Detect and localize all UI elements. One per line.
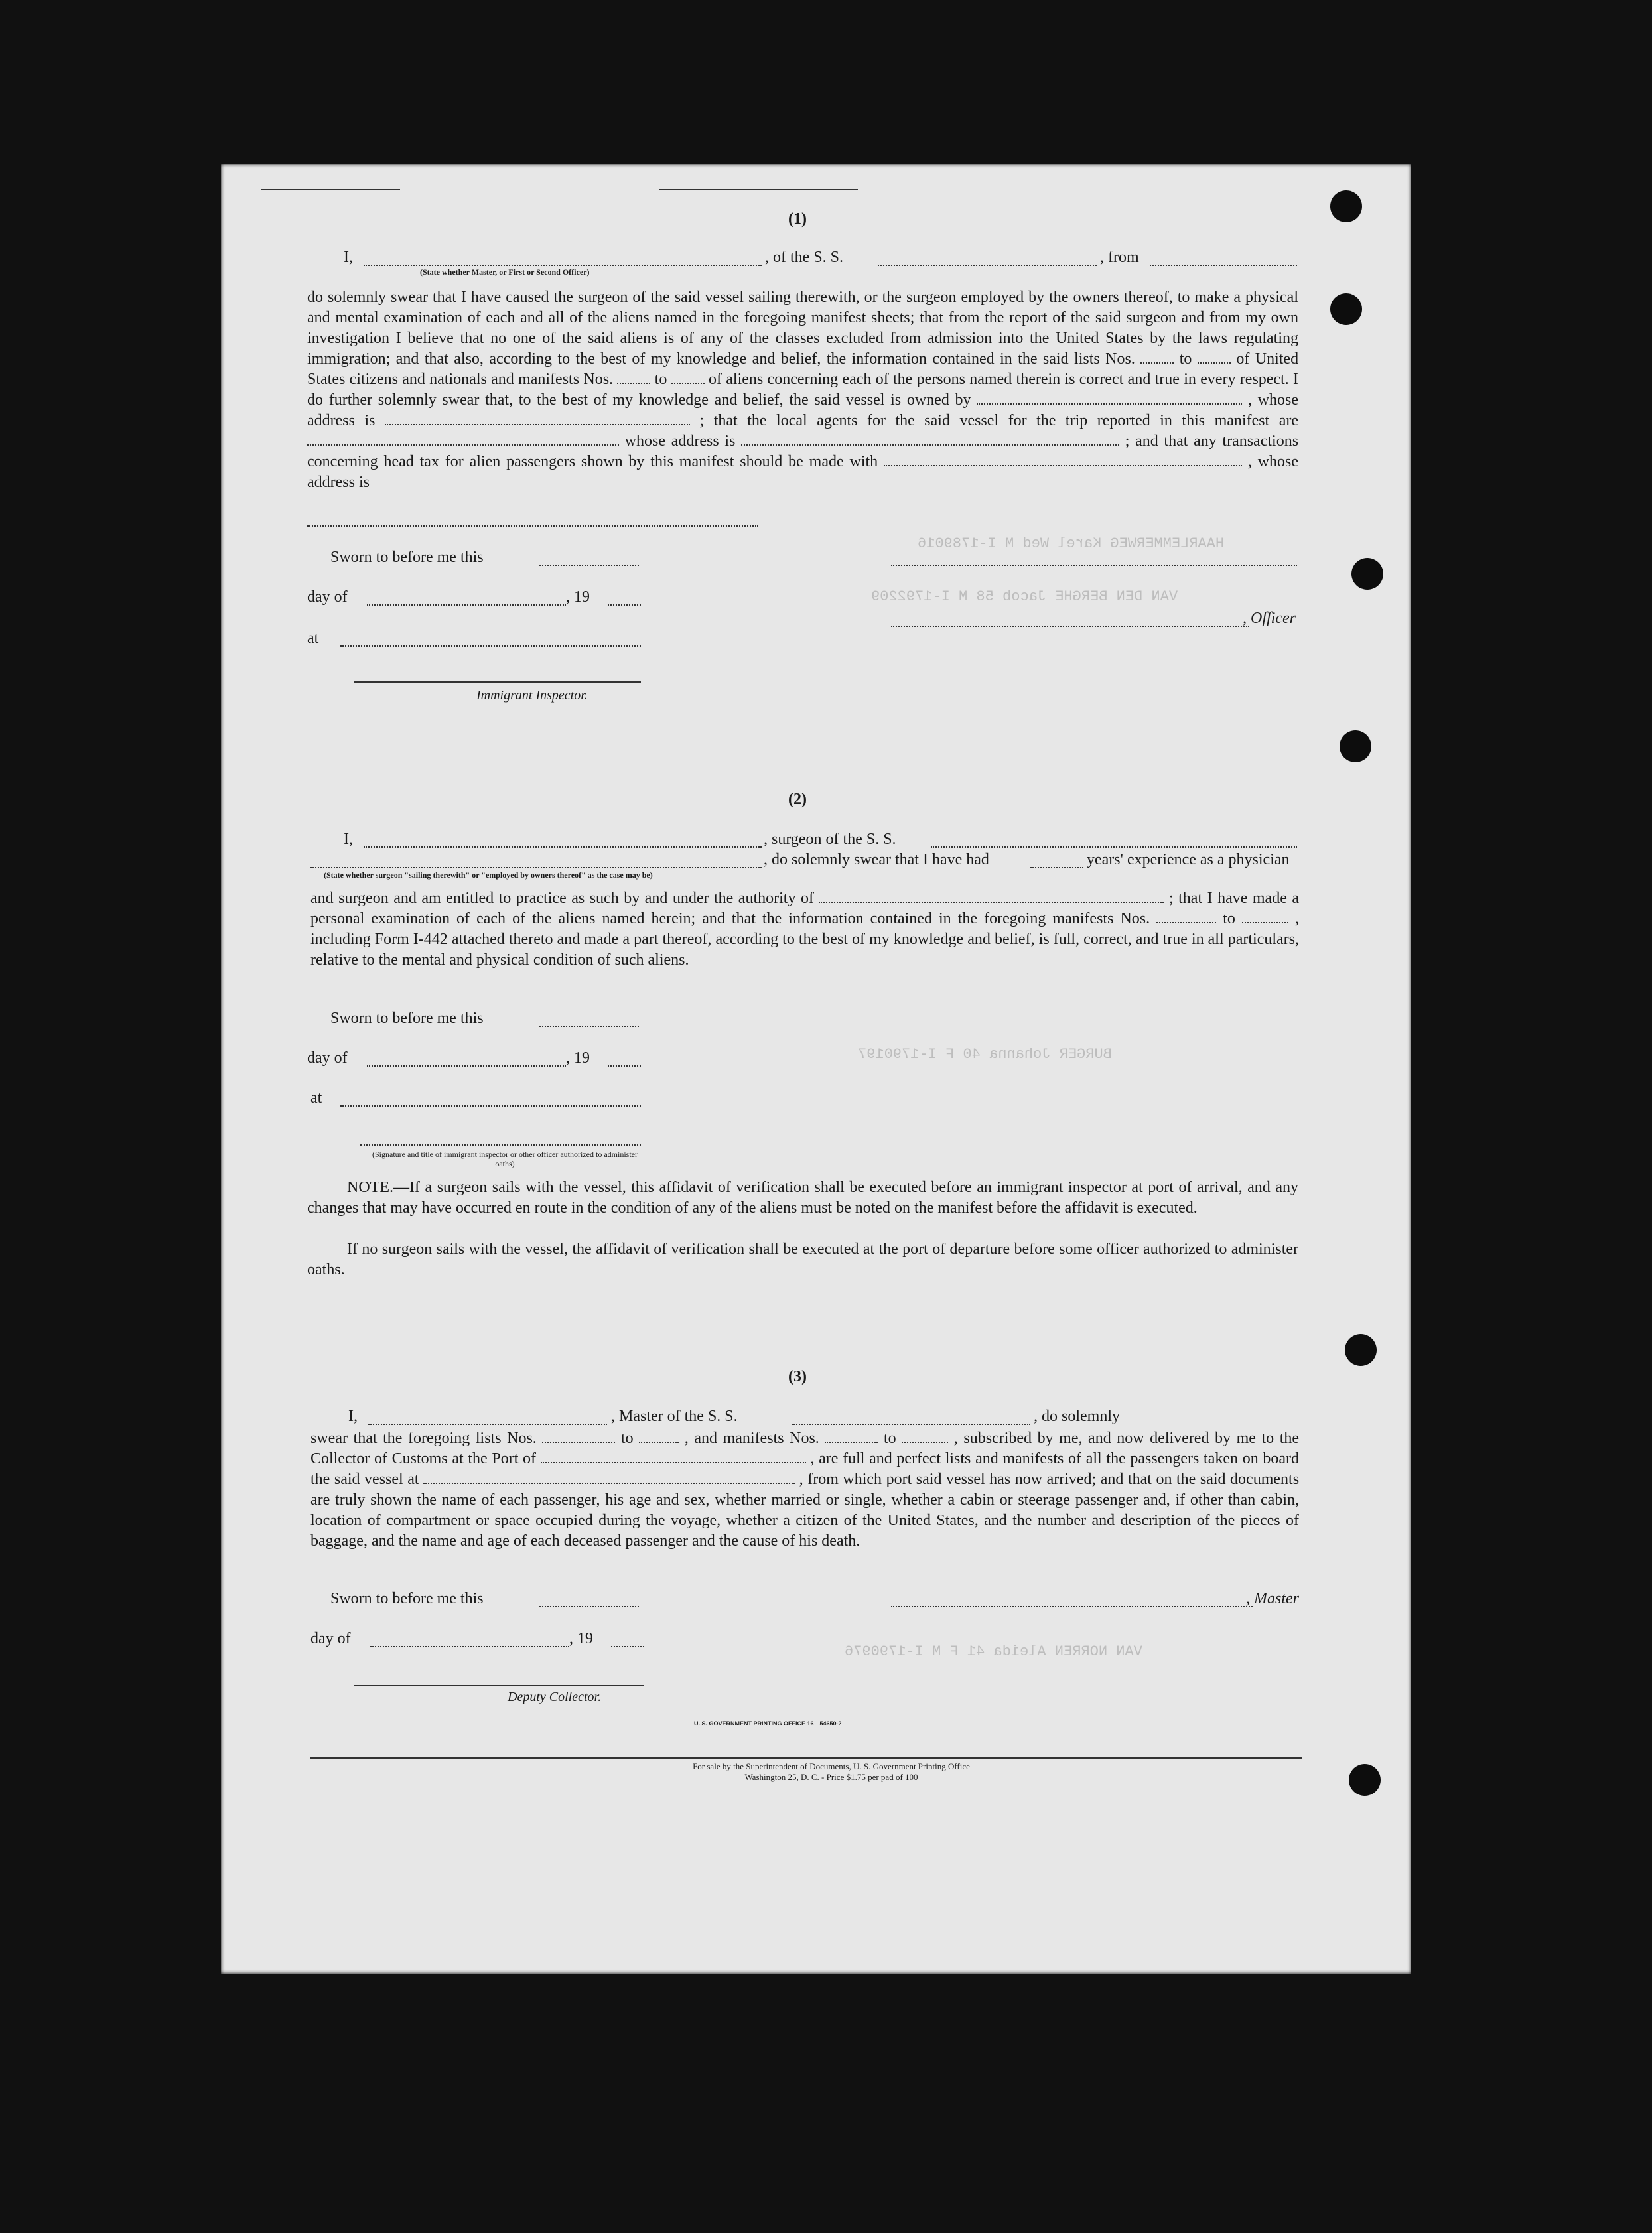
- year-label-3: , 19: [569, 1630, 593, 1647]
- section-1-to-1: to: [1179, 350, 1192, 368]
- section-1-text-e-prefix: whose address is: [624, 433, 736, 450]
- head-tax-party-field[interactable]: [884, 465, 1242, 466]
- manifests-from-field-3[interactable]: [825, 1442, 878, 1443]
- at-label-2: at: [310, 1089, 322, 1107]
- master-caption: , Master: [1246, 1590, 1299, 1607]
- citizen-list-from-field[interactable]: [1140, 362, 1174, 364]
- sworn-label-1: Sworn to before me this: [330, 549, 484, 566]
- sworn-date-field-2[interactable]: [539, 1026, 639, 1027]
- section-3-body: [310, 1428, 1299, 1552]
- section-3-text-e: , from which port said vessel has now arrived; and that on the said documents are truly shown the name of each passenger, his age and sex, whether married or single, whether a cabin or steerage passenger and, if other than cabin, location of compartment or space occupied during the voyage, whether a citizen of the United States, and the number and description of the pieces of baggage, and the name and age of each deceased passenger and the cause of his death.: [310, 1471, 1300, 1550]
- bleed-through-text: HAARLEMMERWEG Karel Wed M I-1789016: [918, 535, 1225, 552]
- note-paragraph-2: [307, 1239, 1298, 1280]
- officer-label: I,: [344, 249, 353, 266]
- section-1-text-a: do solemnly swear that I have caused the surgeon of the said vessel sailing therewith, or the surgeon employed by the owners thereof, to make a physical and mental examination of each and all of the aliens named in the foregoing manifest sheets; that from the report of the said surgeon and from my own investigation I believe that no one of the said aliens is of any of the classes excluded from admission into the United States by the laws regulating immigration; and that also, according to the best of my knowledge and belief, the information contained in the said lists Nos.: [307, 289, 1298, 368]
- sworn-date-field-3[interactable]: [539, 1606, 639, 1607]
- lists-from-field-3[interactable]: [542, 1442, 615, 1443]
- day-of-label-2: day of: [307, 1049, 348, 1067]
- master-signature-field[interactable]: [891, 1606, 1253, 1607]
- manifest-to-field-2[interactable]: [1242, 922, 1288, 923]
- section-2-number: (2): [788, 791, 807, 808]
- footer-rule: [310, 1757, 1302, 1759]
- authority-field[interactable]: [819, 902, 1164, 903]
- section-3-to-1: to: [620, 1430, 634, 1447]
- port-of-field[interactable]: [541, 1462, 806, 1463]
- year-field-1[interactable]: [608, 604, 641, 606]
- alien-manifest-from-field[interactable]: [617, 383, 650, 384]
- printing-office-imprint: U. S. GOVERNMENT PRINTING OFFICE 16—54650-2: [694, 1720, 842, 1727]
- section-3-text-b: , and manifests Nos.: [684, 1430, 819, 1447]
- section-2-body: [310, 888, 1299, 971]
- section-3-number: (3): [788, 1368, 807, 1385]
- bleed-through-text: VAN NORREN Aleida 41 F M I-1790976: [845, 1643, 1142, 1660]
- note-paragraph: [307, 1178, 1298, 1219]
- owner-field[interactable]: [977, 403, 1242, 405]
- master-swear-label: , do solemnly: [1034, 1408, 1120, 1425]
- punch-hole: [1351, 558, 1383, 590]
- years-experience-label: years' experience as a physician: [1087, 851, 1290, 868]
- citizen-list-to-field[interactable]: [1198, 362, 1231, 364]
- sworn-label-2: Sworn to before me this: [330, 1010, 484, 1027]
- section-1-text-c: of aliens concerning each of the persons named therein is correct and true in every respect. I do further solemnly swear that, to the best of my knowledge and belief, the said vessel is owned by: [307, 371, 1299, 409]
- section-1-number: (1): [788, 210, 807, 228]
- agents-address-field[interactable]: [741, 444, 1119, 446]
- year-label-2: , 19: [566, 1049, 590, 1067]
- section-3-text-d: , are full and perfect lists and manifests of all the passengers taken on board the said vessel at: [310, 1450, 1300, 1488]
- officer-title-field[interactable]: [364, 265, 762, 266]
- surgeon-status-caption: (State whether surgeon "sailing therewith" or "employed by owners thereof" as the case may be): [324, 870, 653, 880]
- years-experience-field[interactable]: [1030, 867, 1083, 868]
- officer-signature-field[interactable]: [891, 626, 1249, 627]
- day-of-field-1[interactable]: [367, 604, 566, 606]
- note-label: NOTE.: [347, 1179, 393, 1196]
- master-name-field[interactable]: [368, 1424, 607, 1425]
- section-2-to: to: [1223, 910, 1235, 927]
- sale-line-2: Washington 25, D. C. - Price $1.75 per pad of 100: [744, 1772, 918, 1782]
- surgeon-name-field[interactable]: [364, 846, 762, 848]
- officer-title-caption: (State whether Master, or First or Second Officer): [420, 267, 590, 277]
- manifest-back-page: [221, 164, 1411, 1974]
- surgeon-swear-text: , do solemnly swear that I have had: [764, 851, 989, 868]
- section-1-address-2: , whose address is: [307, 453, 1299, 491]
- section-3-text-a: swear that the foregoing lists Nos.: [310, 1430, 537, 1447]
- day-of-label-3: day of: [310, 1630, 351, 1647]
- top-rule: [261, 189, 400, 190]
- section-1-text-d: ; that the local agents for the said vessel for the trip reported in this manifest are: [699, 412, 1299, 429]
- officer-signature-rule-top: [891, 565, 1297, 566]
- lists-to-field-3[interactable]: [639, 1442, 679, 1443]
- punch-hole: [1330, 190, 1362, 222]
- section-1-address-1: , whose address is: [307, 391, 1299, 429]
- section-1-text-f: ; and that any transactions concerning head tax for alien passengers shown by this manifest should be made with: [307, 433, 1299, 470]
- vessel-label: , of the S. S.: [765, 249, 844, 266]
- inspector-signature-rule: [354, 681, 641, 683]
- punch-hole: [1345, 1334, 1377, 1366]
- bleed-through-text: BURGER Johanna 40 F I-1790197: [858, 1046, 1112, 1063]
- alien-manifest-to-field[interactable]: [671, 383, 705, 384]
- year-label-1: , 19: [566, 588, 590, 606]
- note-text: —If a surgeon sails with the vessel, this affidavit of verification shall be executed before an immigrant inspector at port of arrival, and any changes that may have occurred en route in the condition of any of the aliens must be noted on the manifest before the affidavit is executed.: [307, 1179, 1298, 1217]
- owner-address-field[interactable]: [385, 424, 690, 425]
- surgeon-vessel-field[interactable]: [931, 846, 1297, 848]
- embarkation-port-field[interactable]: [423, 1483, 795, 1484]
- day-of-field-2[interactable]: [367, 1065, 566, 1067]
- section-3-to-2: to: [883, 1430, 896, 1447]
- year-field-2[interactable]: [608, 1065, 641, 1067]
- master-label: I,: [348, 1408, 358, 1425]
- officer-caption: , Officer: [1243, 610, 1296, 627]
- surgeon-vessel-label: , surgeon of the S. S.: [764, 831, 896, 848]
- section-2-text-b: ; that I have made a personal examination of each of the aliens named herein; and that the information contained in the foregoing manifests Nos.: [310, 890, 1300, 927]
- vessel-name-field[interactable]: [878, 265, 1097, 266]
- section-2-text-a: and surgeon and am entitled to practice as such by and under the authority of: [310, 890, 814, 907]
- master-vessel-field[interactable]: [792, 1424, 1030, 1425]
- at-label-1: at: [307, 630, 319, 647]
- section-1-text-b: of United States citizens and nationals and manifests Nos.: [307, 350, 1299, 388]
- punch-hole: [1340, 730, 1371, 762]
- from-label: , from: [1100, 249, 1139, 266]
- day-of-field-3[interactable]: [370, 1646, 569, 1647]
- inspector-signature-field-2[interactable]: [360, 1144, 641, 1146]
- surgeon-status-field[interactable]: [310, 867, 762, 868]
- at-field-1[interactable]: [340, 645, 641, 647]
- manifests-to-field-3[interactable]: [902, 1442, 948, 1443]
- at-field-2[interactable]: [340, 1105, 641, 1107]
- sale-line-1: For sale by the Superintendent of Documents, U. S. Government Printing Office: [693, 1761, 970, 1771]
- collector-caption: Deputy Collector.: [508, 1690, 602, 1704]
- note-text-2: If no surgeon sails with the vessel, the affidavit of verification shall be executed at the port of departure before some officer authorized to administer oaths.: [307, 1241, 1298, 1278]
- address-continuation-rule: [307, 525, 758, 527]
- year-field-3[interactable]: [611, 1646, 644, 1647]
- inspector-caption: Immigrant Inspector.: [476, 688, 588, 703]
- section-2-text-c: , including Form I-442 attached thereto and made a part thereof, according to the best of my knowledge and belief, is full, correct, and true in all particulars, relative to the mental and physical condition of such aliens.: [310, 910, 1299, 969]
- section-1-body: [307, 287, 1298, 493]
- day-of-label-1: day of: [307, 588, 348, 606]
- section-3-text-c: , subscribed by me, and now delivered by me to the Collector of Customs at the Port of: [310, 1430, 1300, 1467]
- master-vessel-label: , Master of the S. S.: [611, 1408, 738, 1425]
- punch-hole: [1349, 1764, 1381, 1796]
- sworn-date-field-1[interactable]: [539, 565, 639, 566]
- collector-signature-rule: [354, 1685, 644, 1686]
- punch-hole: [1330, 293, 1362, 325]
- sworn-label-3: Sworn to before me this: [330, 1590, 484, 1607]
- local-agents-field[interactable]: [307, 444, 619, 446]
- from-port-field[interactable]: [1150, 265, 1297, 266]
- surgeon-label: I,: [344, 831, 353, 848]
- signature-caption-2: (Signature and title of immigrant inspector or other officer authorized to administer oaths): [372, 1150, 638, 1168]
- section-1-to-2: to: [654, 371, 667, 388]
- top-rule: [659, 189, 858, 190]
- manifest-from-field-2[interactable]: [1156, 922, 1216, 923]
- bleed-through-text: VAN DEN BERGHE Jacob 58 M I-1792209: [871, 588, 1178, 605]
